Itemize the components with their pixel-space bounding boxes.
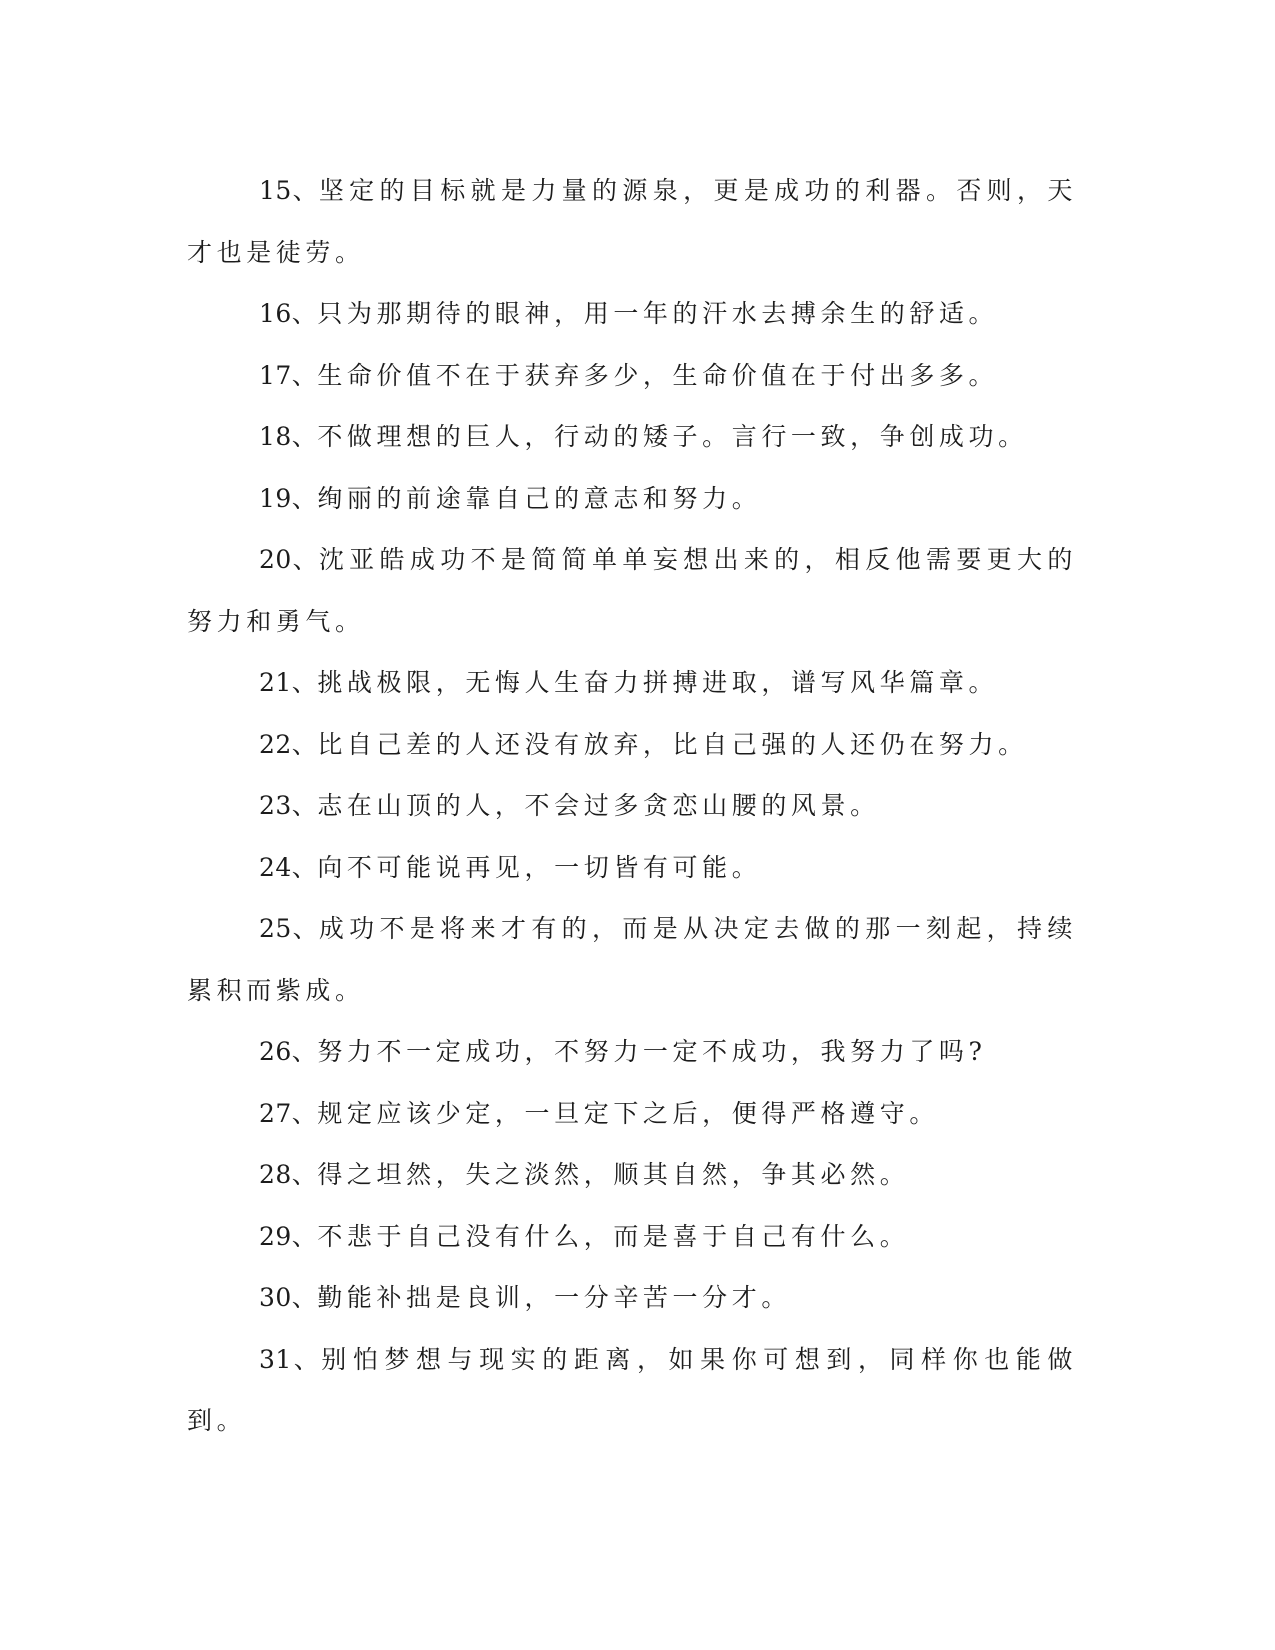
- item-number: 20、: [259, 545, 319, 574]
- item-text: 挑战极限，无悔人生奋力拼搏进取，谱写风华篇章。: [317, 668, 999, 697]
- item-text: 生命价值不在于获弃多少，生命价值在于付出多多。: [317, 360, 999, 390]
- item-number: 21、: [259, 668, 318, 697]
- list-item: [187, 775, 1077, 837]
- item-number: 18、: [259, 422, 318, 451]
- item-text: 不悲于自己没有什么，而是喜于自己有什么。: [317, 1221, 910, 1251]
- item-text: 沈亚皓成功不是简简单单妄想出来的，相反他需要更大的努力和勇气。: [187, 545, 1077, 636]
- list-item: [187, 160, 1077, 283]
- list-item: [187, 837, 1077, 899]
- item-text: 只为那期待的眼神，用一年的汗水去搏余生的舒适。: [317, 299, 999, 328]
- list-item: [187, 1144, 1077, 1206]
- item-number: 22、: [259, 729, 318, 759]
- list-item: [187, 468, 1077, 530]
- item-text: 绚丽的前途靠自己的意志和努力。: [317, 483, 762, 513]
- list-item: [187, 1206, 1077, 1268]
- item-number: 15、: [259, 176, 319, 205]
- item-number: 31、: [259, 1344, 322, 1374]
- list-item: [187, 345, 1077, 407]
- paragraph-list: [187, 160, 1077, 1452]
- item-text: 向不可能说再见，一切皆有可能。: [317, 852, 762, 882]
- item-number: 30、: [259, 1283, 318, 1312]
- item-number: 16、: [259, 299, 318, 328]
- item-text: 得之坦然，失之淡然，顺其自然，争其必然。: [317, 1160, 910, 1189]
- list-item: [187, 714, 1077, 776]
- item-number: 23、: [259, 791, 318, 820]
- item-number: 29、: [259, 1221, 318, 1251]
- item-number: 19、: [259, 483, 318, 513]
- list-item: [187, 898, 1077, 1021]
- item-text: 不做理想的巨人，行动的矮子。言行一致，争创成功。: [317, 422, 1028, 451]
- item-text: 努力不一定成功，不努力一定不成功，我努力了吗?: [317, 1037, 987, 1066]
- item-text: 别怕梦想与现实的距离，如果你可想到，同样你也能做到。: [187, 1344, 1078, 1435]
- item-text: 志在山顶的人，不会过多贪恋山腰的风景。: [317, 791, 880, 820]
- item-number: 28、: [259, 1160, 318, 1189]
- item-number: 17、: [259, 360, 318, 390]
- item-number: 24、: [259, 852, 318, 882]
- item-text: 比自己差的人还没有放弃，比自己强的人还仍在努力。: [317, 729, 1028, 759]
- item-number: 27、: [259, 1098, 318, 1128]
- list-item: [187, 1083, 1077, 1145]
- list-item: [187, 1329, 1077, 1452]
- list-item: [187, 283, 1077, 345]
- item-text: 规定应该少定，一旦定下之后，便得严格遵守。: [317, 1098, 939, 1128]
- item-number: 25、: [259, 914, 319, 943]
- list-item: [187, 1267, 1077, 1329]
- list-item: [187, 529, 1077, 652]
- item-number: 26、: [259, 1037, 318, 1066]
- item-text: 坚定的目标就是力量的源泉，更是成功的利器。否则，天才也是徒劳。: [187, 176, 1077, 267]
- item-text: 勤能补拙是良训，一分辛苦一分才。: [317, 1283, 791, 1312]
- list-item: [187, 652, 1077, 714]
- item-text: 成功不是将来才有的，而是从决定去做的那一刻起，持续累积而紫成。: [187, 914, 1077, 1005]
- list-item: [187, 406, 1077, 468]
- list-item: [187, 1021, 1077, 1083]
